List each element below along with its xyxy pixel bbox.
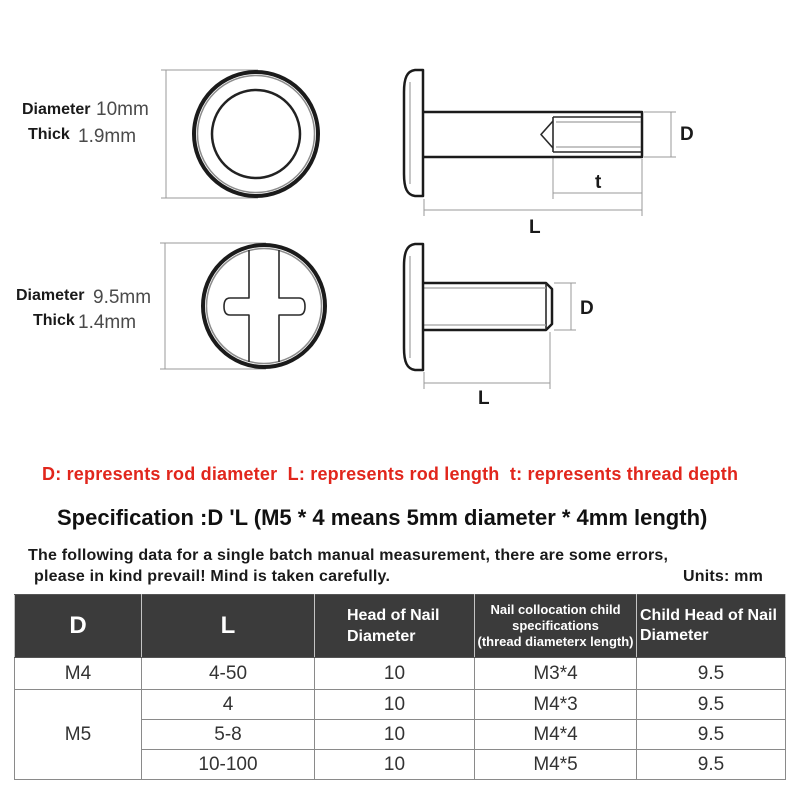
cell-child-head-diameter: 9.5 — [637, 658, 786, 690]
cell-child-head-diameter: 9.5 — [637, 690, 786, 720]
col-header-l — [142, 595, 315, 658]
cell-head-diameter: 10 — [315, 750, 475, 780]
thick-value: 1.9mm — [78, 126, 137, 147]
col-header-line: Diameter — [347, 628, 416, 645]
cell-d: M5 — [15, 690, 142, 780]
cell-child-spec: M3*4 — [475, 658, 637, 690]
col-header-child-spec — [475, 595, 637, 658]
diameter-label: Diameter — [22, 101, 91, 118]
rod-diameter-marker: D — [580, 298, 594, 319]
screw-head-top-view — [16, 243, 325, 369]
thick-value: 1.4mm — [78, 312, 137, 333]
barrel-nut-top-view — [22, 70, 318, 198]
cell-l: 4-50 — [142, 658, 315, 690]
spec-table — [14, 594, 786, 780]
diameter-value: 10mm — [96, 99, 149, 120]
cell-head-diameter: 10 — [315, 720, 475, 750]
screw-head-profile — [404, 244, 423, 370]
measurement-note-line-1: The following data for a single batch manual measurement, there are some errors, — [28, 547, 669, 564]
units-label: Units: mm — [683, 568, 764, 585]
dimension-legend: D: represents rod diameter L: represents rod length t: represents thread depth — [42, 464, 739, 484]
thread-depth-marker: t — [595, 172, 602, 193]
table-row — [15, 658, 786, 690]
col-header-head-diameter — [315, 595, 475, 658]
barrel-shaft — [421, 112, 642, 157]
barrel-head-profile — [404, 70, 423, 196]
col-header-l-label: L — [220, 612, 236, 639]
specification-heading: Specification :D 'L (M5 * 4 means 5mm diameter * 4mm length) — [57, 505, 708, 530]
cell-child-spec: M4*4 — [475, 720, 637, 750]
cell-child-spec: M4*5 — [475, 750, 637, 780]
col-header-line: specifications — [512, 618, 599, 633]
cell-child-head-diameter: 9.5 — [637, 720, 786, 750]
col-header-d-label: D — [69, 612, 87, 639]
col-header-line: Child Head of Nail — [640, 607, 777, 624]
table-row — [15, 690, 786, 720]
cell-head-diameter: 10 — [315, 658, 475, 690]
diameter-value: 9.5mm — [93, 287, 152, 308]
cell-child-spec: M4*3 — [475, 690, 637, 720]
rod-length-marker: L — [478, 388, 490, 409]
col-header-line: Head of Nail — [347, 607, 440, 624]
diameter-label: Diameter — [16, 287, 85, 304]
col-header-child-head-diameter — [637, 595, 786, 658]
cell-l: 5-8 — [142, 720, 315, 750]
barrel-nut-side-view — [404, 70, 694, 238]
cell-l: 10-100 — [142, 750, 315, 780]
cell-child-head-diameter: 9.5 — [637, 750, 786, 780]
col-header-line: (thread diameterx length) — [477, 634, 634, 649]
rod-diameter-marker: D — [680, 124, 694, 145]
table-header-row — [15, 595, 786, 658]
cell-head-diameter: 10 — [315, 690, 475, 720]
col-header-d — [15, 595, 142, 658]
head-outer-edge — [203, 245, 325, 367]
head-flat-face — [212, 90, 300, 178]
screw-shaft — [421, 283, 552, 330]
thick-label: Thick — [33, 312, 75, 329]
screw-side-view — [404, 244, 594, 409]
cell-d: M4 — [15, 658, 142, 690]
thick-label: Thick — [28, 126, 70, 143]
measurement-note-line-2: please in kind prevail! Mind is taken carefully. — [34, 568, 391, 585]
col-header-line: Nail collocation child — [490, 602, 621, 617]
rod-length-marker: L — [529, 217, 541, 238]
col-header-line: Diameter — [640, 627, 709, 644]
cell-l: 4 — [142, 690, 315, 720]
